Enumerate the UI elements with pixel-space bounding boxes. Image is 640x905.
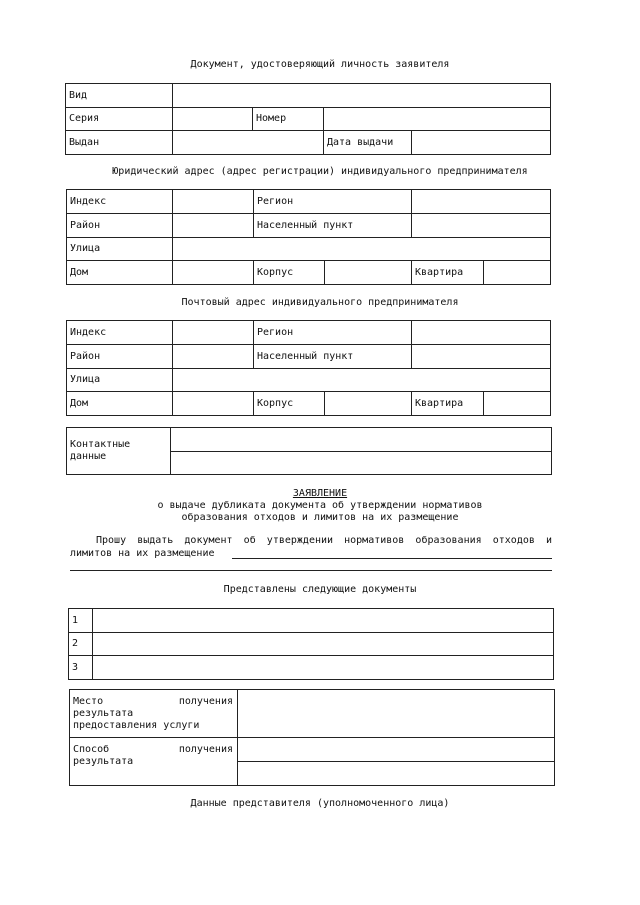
contacts-label-line1: Контактные <box>70 439 131 450</box>
postal-address-table <box>66 320 551 416</box>
postal-ulica-label: Улица <box>67 369 173 392</box>
statement-body-line2: лимитов на их размещение <box>70 548 215 559</box>
legal-region-label: Регион <box>254 190 412 214</box>
vid-field[interactable] <box>173 84 551 108</box>
contacts-label-line2: данные <box>70 451 107 462</box>
nomer-label: Номер <box>253 108 324 131</box>
postal-raion-label: Район <box>67 345 173 369</box>
postal-region-label: Регион <box>254 321 412 345</box>
legal-punkt-field[interactable] <box>412 214 551 238</box>
vydan-field[interactable] <box>173 131 324 155</box>
legal-raion-field[interactable] <box>173 214 254 238</box>
legal-kvartira-label: Квартира <box>412 261 484 285</box>
postal-korpus-label: Корпус <box>254 392 325 416</box>
statement-body-line1 <box>96 535 552 547</box>
legal-korpus-label: Корпус <box>254 261 325 285</box>
result-method-word2: получения <box>178 744 233 755</box>
legal-punkt-label: Населенный пункт <box>254 214 412 238</box>
legal-ulica-label: Улица <box>67 238 173 261</box>
result-place-word1: Место <box>73 696 104 707</box>
postal-address-heading: Почтовый адрес индивидуального предпринимателя <box>181 297 459 308</box>
table-row <box>69 656 554 680</box>
statement-fill-line-1[interactable] <box>232 558 552 559</box>
documents-row-number: 1 <box>69 609 93 633</box>
legal-address-table <box>66 189 551 285</box>
result-method-field-1[interactable] <box>238 738 555 762</box>
contacts-field-1[interactable] <box>171 428 552 452</box>
postal-ulica-field[interactable] <box>173 369 551 392</box>
documents-table <box>68 608 554 680</box>
result-place-field[interactable] <box>238 690 555 738</box>
legal-index-label: Индекс <box>67 190 173 214</box>
legal-ulica-field[interactable] <box>173 238 551 261</box>
contacts-table <box>66 427 552 475</box>
identity-heading: Документ, удостоверяющий личность заявителя <box>190 59 450 70</box>
seria-label: Серия <box>66 108 173 131</box>
postal-punkt-field[interactable] <box>412 345 551 369</box>
documents-row-field[interactable] <box>93 633 554 656</box>
postal-kvartira-label: Квартира <box>412 392 484 416</box>
legal-dom-label: Дом <box>67 261 173 285</box>
postal-dom-label: Дом <box>67 392 173 416</box>
result-place-line3: предоставления услуги <box>73 720 200 731</box>
result-method-field-2[interactable] <box>238 762 555 786</box>
statement-fill-line-2[interactable] <box>70 570 552 571</box>
legal-address-heading: Юридический адрес (адрес регистрации) индивидуального предпринимателя <box>112 166 528 177</box>
postal-kvartira-field[interactable] <box>484 392 551 416</box>
result-table <box>69 689 555 786</box>
result-place-line1 <box>73 696 237 708</box>
seria-field[interactable] <box>173 108 253 131</box>
legal-dom-field[interactable] <box>173 261 254 285</box>
postal-korpus-field[interactable] <box>325 392 412 416</box>
result-place-label <box>70 690 238 738</box>
result-method-label <box>70 738 238 786</box>
documents-row-field[interactable] <box>93 656 554 680</box>
documents-heading: Представлены следующие документы <box>223 584 417 595</box>
data-vydachi-field[interactable] <box>412 131 551 155</box>
statement-title-text: ЗАЯВЛЕНИЕ <box>292 488 348 499</box>
result-method-line2: результата <box>73 756 134 767</box>
statement-subtitle-line2: образования отходов и лимитов на их размещение <box>181 512 459 523</box>
postal-region-field[interactable] <box>412 321 551 345</box>
statement-body-line1-text: Прошу выдать документ об утверждении нормативов образования отходов и <box>96 535 552 546</box>
result-method-word1: Способ <box>73 744 110 755</box>
contacts-field-2[interactable] <box>171 452 552 475</box>
vid-label: Вид <box>66 84 173 108</box>
documents-row-field[interactable] <box>93 609 554 633</box>
data-vydachi-label: Дата выдачи <box>324 131 412 155</box>
representative-heading: Данные представителя (уполномоченного лица) <box>190 798 450 809</box>
documents-row-number: 3 <box>69 656 93 680</box>
result-method-line1 <box>73 744 237 756</box>
legal-korpus-field[interactable] <box>325 261 412 285</box>
postal-index-field[interactable] <box>173 321 254 345</box>
legal-kvartira-field[interactable] <box>484 261 551 285</box>
vydan-label: Выдан <box>66 131 173 155</box>
contacts-label <box>67 428 171 475</box>
postal-dom-field[interactable] <box>173 392 254 416</box>
documents-row-number: 2 <box>69 633 93 656</box>
table-row <box>69 609 554 633</box>
postal-punkt-label: Населенный пункт <box>254 345 412 369</box>
identity-table <box>65 83 551 155</box>
result-place-word2: получения <box>178 696 233 707</box>
result-place-line2: результата <box>73 708 134 719</box>
legal-region-field[interactable] <box>412 190 551 214</box>
nomer-field[interactable] <box>324 108 551 131</box>
legal-raion-label: Район <box>67 214 173 238</box>
postal-raion-field[interactable] <box>173 345 254 369</box>
table-row <box>69 633 554 656</box>
statement-subtitle-line1: о выдаче дубликата документа об утверждении нормативов <box>157 500 483 511</box>
legal-index-field[interactable] <box>173 190 254 214</box>
statement-title <box>0 488 640 500</box>
postal-index-label: Индекс <box>67 321 173 345</box>
